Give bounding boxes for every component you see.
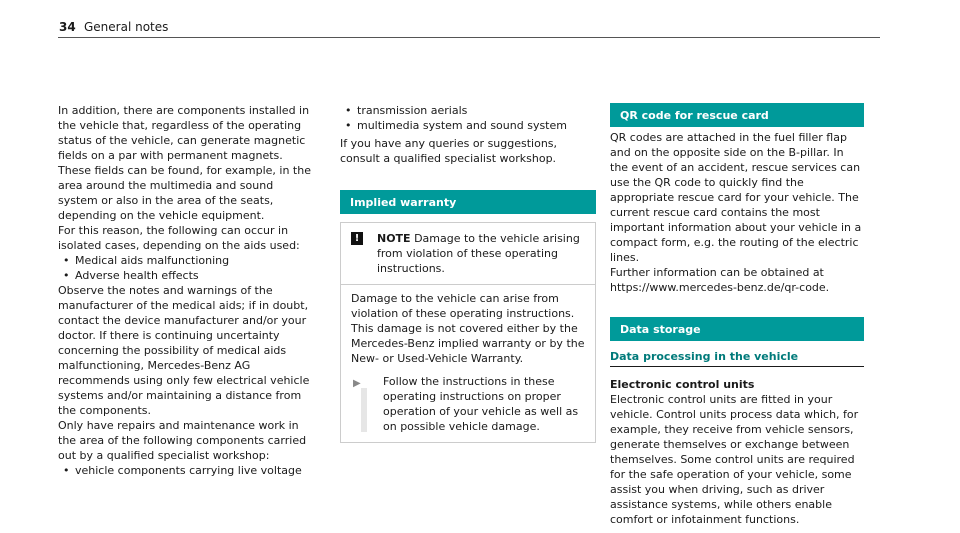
note-box [340, 222, 596, 443]
list-item: • vehicle components carrying live voltage [58, 463, 314, 478]
arrow-right-icon: ▶ [353, 378, 361, 389]
instruction-bar [361, 388, 367, 432]
paragraph: QR codes are attached in the fuel filler flap and on the opposite side on the B-pillar. In the event of an accident, rescue services can use the QR code to quickly find the appropriate rescue card for your vehicle. The current rescue card contains the most important information about your vehicle in a compact form, e.g. the routing of the electric lines. [610, 131, 862, 264]
warning-icon: ! [351, 232, 363, 245]
column-left [58, 103, 314, 478]
column-middle [340, 103, 596, 443]
section-heading-band: Data storage [610, 317, 864, 341]
paragraph: Only have repairs and maintenance work in the area of the following components carried out by a qualified specialist workshop: [58, 419, 307, 462]
list-item: • multimedia system and sound system [340, 118, 596, 133]
bullet-list [58, 253, 314, 283]
column-right [610, 103, 864, 527]
paragraph: Damage to the vehicle can arise from violation of these operating instructions. [351, 292, 575, 320]
paragraph: For this reason, the following can occur in isolated cases, depending on the aids used: [58, 224, 300, 252]
page-header [58, 18, 880, 38]
note-header [341, 223, 595, 285]
note-label: NOTE [377, 232, 411, 245]
paragraph: In addition, there are components installed in the vehicle that, regardless of the operating status of the vehicle, can generate magnetic fields on a par with permanent magnets. These fields can be found, for example, in the area around the multimedia and sound system or also in the area of the seats, depending on the vehicle equipment. [58, 104, 311, 222]
note-body [341, 285, 595, 442]
paragraph: If you have any queries or suggestions, consult a qualified specialist workshop. [340, 137, 558, 165]
instruction-text: Follow the instructions in these operating instructions on proper operation of your vehicle as well as on possible vehicle damage. [383, 375, 579, 433]
bold-heading: Electronic control units [610, 378, 755, 391]
bullet-list [340, 103, 596, 133]
paragraph: Electronic control units are fitted in your vehicle. Control units process data which, for example, they receive from vehicle sensors, generate themselves or exchange between themselves. Some control units are required for the safe operation of your vehicle, some assist you when driving, such as driver assistance systems, while others enable comfort or infotainment functions. [610, 393, 859, 526]
instruction-step [351, 374, 585, 434]
section-heading-band: QR code for rescue card [610, 103, 864, 127]
section-heading-band: Implied warranty [340, 190, 596, 214]
paragraph: This damage is not covered either by the Mercedes-Benz implied warranty or by the New- or Used-Vehicle Warranty. [351, 322, 585, 365]
note-title: Damage to the vehicle arising from violation of these operating instructions. [377, 232, 580, 275]
list-item: • Adverse health effects [58, 268, 314, 283]
bullet-list [58, 463, 314, 478]
paragraph: Observe the notes and warnings of the manufacturer of the medical aids; if in doubt, contact the device manufacturer and/or your doctor. If there is continuing uncertainty concerning the possibility of medical aids malfunctioning, Mercedes-Benz AG recommends using only few electrical vehicle systems and/or maintaining a distance from the components. [58, 284, 310, 417]
header-title: General notes [84, 20, 169, 34]
list-item: • transmission aerials [340, 103, 596, 118]
subheading: Data processing in the vehicle [610, 349, 864, 367]
page-number: 34 [59, 20, 76, 34]
list-item: • Medical aids malfunctioning [58, 253, 314, 268]
paragraph: Further information can be obtained at https://www.mercedes-benz.de/qr-code. [610, 266, 830, 294]
